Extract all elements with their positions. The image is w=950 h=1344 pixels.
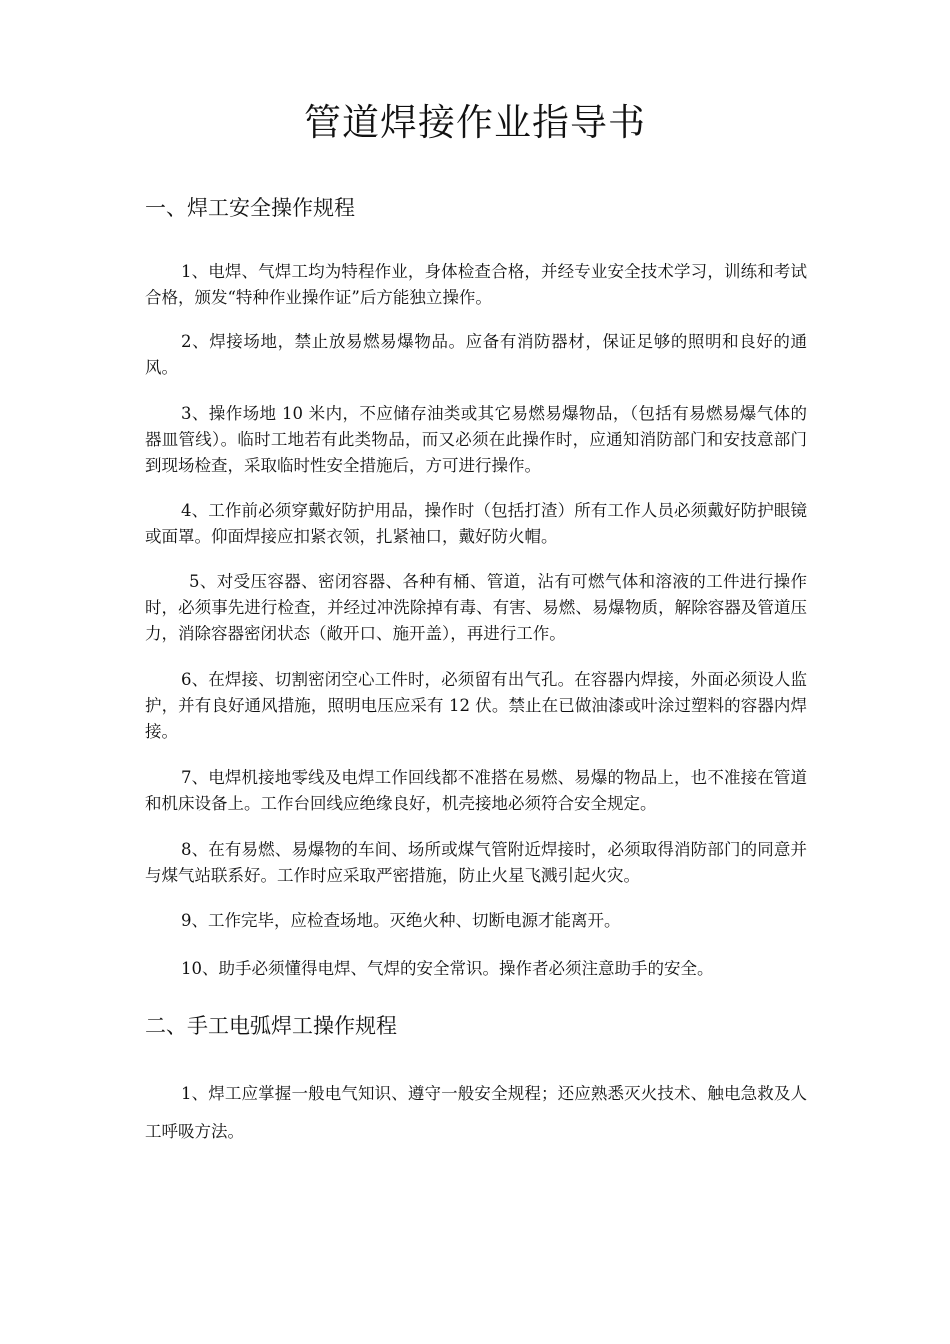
paragraph-1-1: 1、电焊、气焊工均为特程作业，身体检查合格，并经专业安全技术学习，训练和考试合格，颁发“特种作业操作证”后方能独立操作。 bbox=[145, 262, 807, 307]
document-title: 管道焊接作业指导书 bbox=[304, 101, 646, 144]
paragraph-2-1: 1、焊工应掌握一般电气知识、遵守一般安全规程；还应熟悉灭火技术、触电急救及人工呼吸方法。 bbox=[145, 1084, 807, 1141]
paragraph-1-6: 6、在焊接、切割密闭空心工件时，必须留有出气孔。在容器内焊接，外面必须设人监护，并有良好通风措施，照明电压应采有 12 伏。禁止在已做油漆或叶涂过塑料的容器内焊接。 bbox=[145, 670, 807, 741]
paragraph-1-7: 7、电焊机接地零线及电焊工作回线都不准搭在易燃、易爆的物品上，也不准接在管道和机床设备上。工作台回线应绝缘良好，机壳接地必须符合安全规定。 bbox=[145, 768, 807, 813]
paragraph-1-8: 8、在有易燃、易爆物的车间、场所或煤气管附近焊接时，必须取得消防部门的同意并与煤气站联系好。工作时应采取严密措施，防止火星飞溅引起火灾。 bbox=[145, 840, 807, 885]
paragraph-1-5: 5、对受压容器、密闭容器、各种有桶、管道，沾有可燃气体和溶液的工件进行操作时，必须事先进行检查，并经过冲洗除掉有毒、有害、易燃、易爆物质，解除容器及管道压力，消除容器密闭状态（敞开口、施开盖），再进行工作。 bbox=[145, 572, 807, 643]
section-heading-2: 二、手工电弧焊工操作规程 bbox=[145, 1014, 397, 1038]
paragraph-1-3: 3、操作场地 10 米内，不应储存油类或其它易燃易爆物品，（包括有易燃易爆气体的器皿管线）。临时工地若有此类物品，而又必须在此操作时，应通知消防部门和安技意部门到现场检查，采取临时性安全措施后，方可进行操作。 bbox=[145, 404, 807, 475]
paragraph-1-10: 10、助手必须懂得电焊、气焊的安全常识。操作者必须注意助手的安全。 bbox=[181, 959, 714, 978]
paragraph-1-9: 9、工作完毕，应检查场地。灭绝火种、切断电源才能离开。 bbox=[181, 911, 621, 930]
paragraph-1-4: 4、工作前必须穿戴好防护用品，操作时（包括打渣）所有工作人员必须戴好防护眼镜或面罩。仰面焊接应扣紧衣领，扎紧袖口，戴好防火帽。 bbox=[145, 501, 807, 546]
paragraph-1-2: 2、焊接场地，禁止放易燃易爆物品。应备有消防器材，保证足够的照明和良好的通风。 bbox=[145, 332, 807, 377]
section-heading-1: 一、焊工安全操作规程 bbox=[145, 196, 355, 220]
